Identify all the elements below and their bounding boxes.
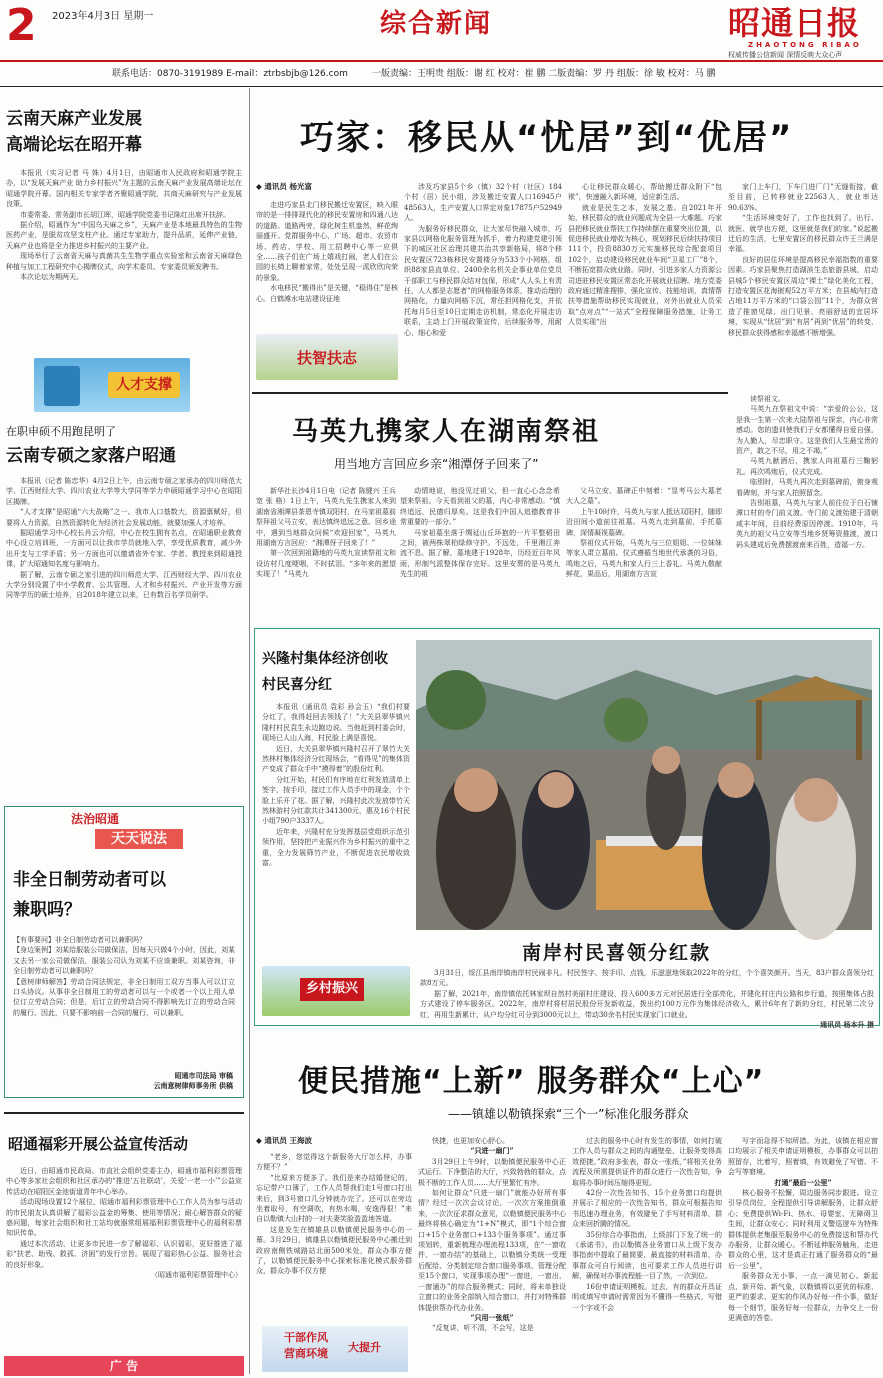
banner-fupin	[256, 334, 398, 380]
article-fucai-p3: 通过本次活动，让更多市民进一步了解福彩、认识福彩，更好推进了福彩“扶老、助残、救孤、济困”的发行宗旨。展现了福彩热心公益、服务社会的良好形象。	[6, 1239, 242, 1269]
law-box-label: 法治昭通	[71, 812, 120, 826]
article-tianma-p3: 据介绍，昭通作为“中国乌天麻之乡”，天麻产业是本地最具特色的生物医药产业，是脱贫攻坚支柱产业。通过专家助力，提升品质，延伸产业链，天麻产业也将是全力推进乡村振兴的主要产业。	[6, 221, 242, 250]
qiaojia-col3	[568, 182, 722, 386]
bianmin-col4	[728, 1136, 878, 1374]
article-fucai-sign: （昭通市福利彩票管理中心）	[151, 1271, 242, 1280]
banner-zuofeng-text	[284, 1330, 328, 1362]
headline-tianma	[6, 106, 142, 158]
ma-col3	[566, 486, 722, 618]
bianmin-col1-p1: “老乡，您觉得这个新服务大厅怎么样，办事方便不？”	[256, 1153, 412, 1172]
law-box-answer: 【意树律师解答】劳动合同法规定，非全日制用工双方当事人可以订立口头协议。从事非全日制用工的劳动者可以与一个或者一个以上用人单位订立劳动合同；但是，后订立的劳动合同不得影响先订立的劳动合同的履行。因此，只要不影响前一合同的履行，可以兼职。	[13, 977, 235, 1017]
article-tianma	[6, 168, 242, 344]
photo-caption-p2: 据了解，2021年，南岸镇依托林家坝自然村美丽村庄建设，投入600多万元对民居进行全部亮化，并建化村庄内公路和步行道，按照集体占股方式建设了停车服务区。2022年，南岸村将村居民股份开发新收益，拨出约100万元作为集体经济收入，累计6年有了新的分红，村民第二次分红，再用生新累计，从户均分红可分到3000元以上，带动30余名村民实现家门口就业。	[420, 989, 874, 1019]
bianmin-col4-h1: 打通“最后一公里”	[774, 1177, 832, 1187]
headline-xinglong	[262, 646, 388, 698]
qiaojia-col2-p1: 涉及巧家县5个乡（镇）32个村（社区）184个村（居）民小组，涉及搬迁安置人口16945户48563人，生产安置人口界定对象17875户52949人。	[404, 183, 562, 223]
photo-byline: 通讯员 杨本升 摄	[820, 1020, 874, 1030]
headline-bianmin: 便民措施“上新” 服务群众“上心”	[298, 1064, 765, 1099]
qiaojia-col1-p2: 水电移民“搬得出”是关键，“稳得住”是核心。白鹤滩水电站建设征地	[256, 284, 398, 303]
article-zhuanshuo	[6, 476, 242, 794]
article-zhuanshuo-p2: “人才支撑”是昭通“六大战略”之一。我市人口基数大，资源禀赋好，但要将人力资源，自然资源转化为经济社会发展动能，就要加强人才培养。	[6, 508, 242, 527]
qiaojia-col1-p1: 走进巧家县北门移民搬迁安置区，映入眼帘的是一排排现代化的移民安置房和四通八达的道路。道路两旁，绿化树生机盎然，鲜花绚丽盛开。党群服务中心、广场、超市、农贸市场、药店、学校、用工招聘中心等一应俱全……孩子们在广场上嬉戏打闹，老人们在公园的长椅上聊着家常，处处呈现一派欣欣向荣的景象。	[256, 201, 398, 282]
subhead-bianmin: ——镇雄以勒镇探索“三个一”标准化服务群众	[448, 1107, 689, 1121]
section-title: 综合新闻	[380, 9, 493, 39]
ma-col3-p1: 父马立安、墓碑正中刻着：“显考马公大墓老大人之墓”。	[566, 487, 722, 506]
qiaojia-col1	[256, 200, 398, 332]
photo-nanan-scene	[416, 640, 872, 930]
subhead-ma: 用当地方言回应乡亲“湘潭伢子回来了”	[334, 457, 539, 471]
ma-col2-p2: 马家祖墓坐落于绸延山丘环抱的一片平整稻田之间，被两株翠柏绿修守护。不远处，千里湘江奔流不息。据了解，墓地建于1928年，历经近百年风雨，形制气派整体保存完好。这里安葬的是马英九先生的祖	[400, 528, 560, 579]
contact-line: 联系电话：0870-3191989 E-mail：ztrbsbjb@126.com	[112, 69, 348, 79]
law-box-body	[13, 935, 235, 1059]
law-box-sign1: 昭通市司法局 审稿	[174, 1071, 233, 1080]
ma-col4	[736, 394, 878, 618]
headline-zhuanshuo: 云南专硕之家落户昭通	[6, 446, 176, 466]
ma-col2	[400, 486, 560, 618]
law-box-tag: 天天说法	[95, 829, 183, 849]
banner-zuofeng-line2: 营商环境	[284, 1347, 328, 1360]
lead-rule	[252, 392, 728, 394]
qiaojia-col4-p2: “生活环境变好了，工作也找到了。出行、就医、就学也方便，这里就是我们的家。”说起搬迁后的生活，七里安置区的移民群众许王兰满是幸福。	[728, 214, 878, 254]
article-fucai-p1: 近日，由昭通市民政局、市直社会组织党委主办，昭通市福利彩票管理中心等多家社会组织和社区承办的“推进‘五社联动’，关爱‘一老一小’”公益宣传活动在昭阳区金池街道青年中心举办。	[6, 1167, 242, 1196]
headline-qiaojia: 巧家：移民从“忧居”到“优居”	[300, 118, 794, 158]
qiaojia-col3-p2: 就业是民生之本，发展之基。自2021年开始，移民群众的就业问题成为全县一大难题。巧家县把移民就业帮扶工作持续摆在重要突出位置，以促进移民就业增收为核心，规划移民后续扶持项目111个，投资8830万元实施移民综合配套项目102个，启动建设移民就业车间“卫星工厂”8个，不断拓宽群众就业路。同时，引进多家人力资源公司进驻移民安置区常态化开展就业招聘。地方党委政府通过精准搜排，强化宣传、技能培训，真情帮扶等措施帮助移民实现就业，对外出就业人员采取“点对点”“一站式”全程保障服务措施，让务工人员实现“出	[568, 203, 722, 327]
article-tianma-p5: 本次论坛为期两天。	[20, 273, 83, 282]
headline-tianma-line2: 高端论坛在昭开幕	[6, 135, 142, 155]
bianmin-col3-p4: 16份申请证明模板。过去，有的群众开具证明或填写申请时需常因为不懂得一些格式，写错一个字或不会	[572, 1282, 722, 1312]
ma-col1	[256, 486, 396, 618]
qiaojia-col4-p3: 良好的居住环境是提高移民幸福指数的重要因素。巧家县聚焦打造湖滨生态旅游县城，启动县城5个移民安置区周边“裸土”绿化美化工程，打造安置区花海嵌观52万平方米；在县城内打造占地11万平方米的“口袋公园”11个，为群众营造了推窗见绿、出门见景、亮丽舒适的宜居环境，实现从“忧居”到“有居”再到“优居”的转变，移民群众获得感和幸福感不断增强。	[728, 255, 878, 337]
bianmin-col4-p3: 服务群众无小事，一点一滴见初心。新起点、新开始、新气象，以勒镇将以更优的标准、更严的要求、更实的作风办好每一件小事，做好每一个细节，服务好每一位群众，力争交上一份更满意的答卷。	[728, 1272, 878, 1322]
banner-xiangcun	[262, 966, 410, 1016]
photo-caption-p1: 3月31日，绥江县南岸镇南岸村民闹非凡。村民签字、按手印、点钱，乐滋滋地领取2022年的分红，个个喜笑颜开。当天，83户群众喜领分红款8万元。	[420, 969, 874, 988]
qiaojia-col2	[404, 182, 562, 386]
page-number: 2	[6, 0, 37, 51]
bianmin-col2-p2: 3月29日上午9时，以勒镇便民服务中心正式运行。下净整洁的大厅，兴致勃勃的群众，点极不断的工作人员……大厅里繁忙有序。	[418, 1157, 566, 1187]
editor-line: 一版责编：王明贵 组版：谢 红 校对：崔 鹏 二版责编：罗 丹 组版：徐 敏 校对：马 鹏	[372, 69, 716, 79]
photo-caption	[420, 968, 874, 1030]
article-tianma-p2: 市委常委、常务副市长胡江晖，昭通学院党委书记陈红出席开扶辞。	[20, 210, 230, 219]
headline-ma: 马英九携家人在湖南祭祖	[292, 417, 601, 447]
article-xinglong-p4: 近年来，兴隆村充分发挥基层党组织示范引领作用，坚持把产业振兴作为乡村振兴的重中之重，全力发展筛竹产业，不断促进农民增收致富。	[262, 827, 410, 868]
bianmin-col2-p4: “反复讲，听不清，不会写，这是	[432, 1324, 534, 1333]
byline-bullet: ◆	[256, 1136, 265, 1145]
bianmin-col3-p2: 42份一次性告知书、15个业务窗口均提供并展示了相应的一次性告知书，群众可根据告知书迅速办理业务，有效避免了手写材料清单，群众来回折腾的情况。	[572, 1189, 722, 1229]
bianmin-col2-p3: 如何让群众“只进一扇门”就能办好所有事情？经过一次次会议讨论，一次次方案推倒重来，一次次征求群众意见，以勒镇便民服务中心最终将核心确定为“1+N”模式，即“1个综合窗口+15个业务窗口+133个服务事项”。通过事项划转，重新梳理办理流程133项，在“一窗收件、一窗办结”的基础上，以勒镇分类统一受理后配给、分类制定综合窗口服务事项、管理分配至15个窗口，实现事项办理“一窗进，一窗出，一窗通办”的综合服务模式；同时，将未单独设立窗口的业务全部纳入综合窗口，并打对特殊群体提供帮办代办业务。	[418, 1189, 566, 1312]
byline-qiaojia	[256, 182, 312, 193]
ma-col1-p2: 第一次回到祖籍地的马英九宣读祭祖文和设访村几度哽咽，不时拭泪。“多年来的愿望实现了！”马英九	[256, 549, 396, 579]
article-xinglong-p1: 本报讯（通讯员 袁彩 孙会玉）“我们村要分红了，我得赶回去领钱了！”大关县翠华镇兴隆村村民袁生永边跑边说。当他赶到村委会时，现场已人山人海，村民脸上满是喜悦。	[262, 703, 410, 743]
law-box-title-line1: 非全日制劳动者可以	[13, 870, 166, 890]
banner-talent	[34, 358, 190, 412]
photo-nanan	[416, 640, 872, 930]
article-tianma-p4: 现场举行了云南省天麻与真菌共生生物学重点实验室和云南省天麻绿色种植与加工工程研究中心揭牌仪式，向学术委员、专家委员颁发聘书。	[6, 252, 242, 271]
newspaper-motto: 权威传播公信新闻 深情反映大众心声	[728, 51, 843, 59]
bianmin-col1	[256, 1152, 412, 1324]
headline-xinglong-line2: 村民喜分红	[262, 677, 332, 693]
bianmin-col3-p3: 35份综合办事指南，上级部门下发了统一的《承诺书》，由以勒镇各业务窗口从上级下发办事指南中提取了最简要，最直接的材料清单，办事群众可自行阅读，也可要求工作人员进行讲解，确保对办事流程能一目了然，一次到位。	[572, 1230, 722, 1281]
byline-bullet: ◆	[256, 182, 265, 191]
law-box-title	[13, 865, 166, 925]
headline-fucai: 昭通福彩开展公益宣传活动	[8, 1135, 189, 1153]
kicker-zhuanshuo: 在职申硕不用跑昆明了	[6, 425, 116, 438]
article-xinglong-p3: 分红开始，村民们有序地在红利发放清单上签字，按手印，接过工作人员手中的现金，个个脸上乐开了花。据了解，兴隆村此次发放带竹天然林游村分红款共计341300元，惠及16个村民小组790户3337人。	[262, 775, 410, 826]
ma-col4-p5: 告别祖墓，马英九与家人前往位于白石铺潭口村的寺门前义渡。寺门前义渡始建于清朝咸丰年间，目前经费原因停渡。1910年，马英九的祖父马立安等当地乡贤筹资推渡，渡口码头建成后免费摆渡南来百姓，造福一方。	[736, 499, 878, 549]
ma-col4-p1: 读祭祖文。	[750, 395, 785, 403]
bianmin-col4-p1: 写字而急得不知所措。为此，该镇在相应窗口均展示了相关申请证明模板，办事群众可以拍照留存，比着写，照着填，有效避免了写错、不会写等窘境。	[728, 1137, 878, 1177]
law-box-case: 【身边案例】刘某给服装公司做保洁，因每天只做4个小时，因此，刘某又去另一家公司做保洁，服装公司认为刘某不应该兼职。刘某咨询，非全日制劳动者可以兼职吗？	[13, 946, 235, 976]
masthead-rule	[0, 60, 883, 62]
law-box-sign2: 云南意树律师事务所 供稿	[153, 1081, 233, 1091]
article-zhuanshuo-p4: 据了解，云南专硕之家引进的四川师范大学、江西财经大学、四川农业大学分别设置了中小学教育、公共管理、人才和乡村振兴、产业开发等方面同等学历的硕士培养，自2018年建立以来，已有数百名学员研学。	[6, 570, 242, 600]
bianmin-col2-h2: “只用一张纸”	[470, 1312, 514, 1322]
ma-col3-p2: 上午10时许，马英九与家人抵达双阳村，随即沿田间小道前往祖墓。马英九走到墓前，手托墓碑，深情凝视墓碑。	[566, 507, 722, 537]
header-rule	[0, 86, 883, 87]
law-box-title-line2: 兼职吗？	[13, 900, 81, 920]
bianmin-col4-p2: 核心服务不松懈，周边服务同步跟进。设立引导员岗位，全程提供引导讲解服务，让群众舒心；免费提供Wi-Fi、热水、母婴室、无障碍卫生间，让群众安心；同时利用义警巡逻车为特殊群体提供老集服至服务中心的免费接送和帮办代办服务，让群众暖心。不断延伸服务触角，走进群众的心里，这才是真正打通了服务群众的“最后一公里”。	[728, 1189, 878, 1270]
bianmin-col3-p1: 过去的服务中心时有发生的事情，如何打破工作人员与群众之间的沟通壁垒，让服务变得高效便捷。”政府多张表，群众一张纸，”将相关业务流程及所需提供证件的群众进行一次性告知，争取将办事时间压缩得更短。	[572, 1137, 722, 1187]
ma-col2-p1: 动情地说，他没见过祖父，但一直心心念念希望来祭祖。今天看到祖父的墓，内心非常感动。“慎终追远，民德归厚矣。这是我们中国人追德教育非常重要的一部分。”	[400, 487, 560, 527]
article-xinglong	[262, 702, 410, 956]
article-xinglong-p2: 近日，大关县翠华镇兴隆村召开了翠竹大关然林村集体经济分红现场会，“看得见”的集体资产变成了群众手中“摸得着”的股份红利。	[262, 744, 410, 774]
newspaper-logo-en: ZHAOTONG RIBAO	[748, 41, 862, 49]
ad-banner: 广 告	[4, 1356, 244, 1376]
banner-fupin-label: 扶智扶志	[296, 349, 357, 367]
bianmin-col2	[418, 1136, 566, 1374]
ma-col1-p1: 新华社长沙4月1日电（记者 陈键兴 王兵宽 张 格）1日上午，马英九先生携家人来到湖南省湘潭县茶恩寺镇双阳村，在马家祖墓前祭拜祖父马立安，表达慎终追远之意。回乡途中，遇到当地群众问候“欢迎回家”，马英九用湖南方言回应：“湘潭伢子回来了！”	[256, 487, 396, 548]
bianmin-col2-p1: 快捷，也更加安心舒心。	[432, 1137, 509, 1145]
banner-talent-label: 人才支撑	[108, 372, 180, 398]
ma-col4-p4: 临别时，马英九再次走到墓碑前，俯身观看碑刻，并与家人拍照留念。	[736, 478, 878, 497]
qiaojia-col3-p1: 心让移民群众暖心，帮助搬迁群众附下“包袱”，快速融入新环境，适应新生活。	[568, 183, 722, 202]
qiaojia-col2-p2: 为服务好移民群众，让大家尽快融入城市，巧家县以网格化服务管理为抓手，着力构建党建引领下的城区社区治理共建共治共享新格局，将8个移民安置区723栋移民安置楼分为533个小网格，组织88家县直单位、2400余名机关企事业单位党员干部职工与移民群众结对包保，形成“人人头上有责任，人人都是志愿者”的网格服务体系，推动治理的网格化，力量向网格下沉，常任担网格化支，并依托每月5日至10日定期走访机制，常态化开展走访联系，主动上门开展政策宣传，后续服务等，用耐心、细心和爱	[404, 224, 562, 337]
law-box	[4, 806, 244, 1098]
qiaojia-col4-p1: 家门上车门，下车门进厂门”无缝衔接，截至目前，已转移就业22563人，就业率达90.63%。	[728, 183, 878, 212]
article-zhuanshuo-p3: 掘昭通学习中心校长肖云介绍，中心在校生拥有名点，在昭通职业教育中心设立培训班，一方面可以让我市学员就地入学，享受优质教育，减少外出开支与工学矛盾；另一方面也可以邀请省外专家、学者、教授来到昭通授课，扩大昭通知名度与影响力。	[6, 529, 242, 569]
banner-zuofeng-line3: 大提升	[348, 1341, 381, 1354]
building-icon	[44, 366, 80, 406]
law-box-sign	[154, 1071, 233, 1091]
banner-zuofeng	[262, 1326, 408, 1372]
photo-title: 南岸村民喜领分红款	[522, 942, 712, 964]
ma-col4-p3: 马英九献酒后，携家人向祖墓行三鞠躬礼。再次鸣炮后，仪式完成。	[736, 457, 878, 476]
banner-zuofeng-line1: 干部作风	[284, 1331, 328, 1344]
bianmin-col1-p2: “比原来方便多了。我们是来办结婚登记的，忘记带户口簿了，工作人员帮我们走1号窗口打出来后，到3号窗口几分钟就办完了。还可以在旁边坐着取号，有空调吹，有热水喝，安逸得很！”来自以勒镇大山村的一对夫妻笑脸盈盈地答道。	[256, 1173, 412, 1224]
byline-qiaojia-text: 通讯员 杨光富	[264, 182, 313, 191]
bianmin-col1-p3: 这是发生在镇雄县以勒镇便民服务中心的一幕。3月29日，镇雄县以勒镇便民服务中心搬迁到政府南侧铁城路站北面500米处，群众办事方便了，以勒镇便民服务中心探索标准化模式服务群众，群众办事不仅方便	[256, 1225, 412, 1276]
ma-col4-p2: 马英九在祭祖文中说：“亲爱的公公，这是我一生第一次来大陆祭祖与探亲，内心非常感动。您的遗训使我们子女都懂得自爱自强，为人勤人，尽忠职守。这是我们人生最宝贵的资产，敢之不尽，用之不竭。”	[736, 405, 878, 456]
byline-bianmin-text: 通讯员 王海波	[264, 1136, 313, 1145]
law-box-question: 【有事要问】非全日制劳动者可以兼职吗？	[13, 936, 146, 944]
bianmin-col2-h1: “只进一扇门”	[470, 1146, 514, 1156]
article-tianma-p1: 本报讯（实习记者 马 姝）4月1日，由昭通市人民政府和昭通学院主办，以“发展天麻产业 助力乡村振兴”为主题的云南天麻产业发展高端论坛在昭通学院开幕。国内相关专家学者齐聚昭通学院，共商天麻研究与产业发展良策。	[6, 169, 242, 209]
newspaper-logo: 昭通日报	[728, 4, 861, 42]
article-fucai	[6, 1166, 242, 1338]
headline-tianma-line1: 云南天麻产业发展	[6, 109, 142, 129]
headline-xinglong-line1: 兴隆村集体经济创收	[262, 651, 388, 667]
qiaojia-col4	[728, 182, 878, 386]
article-zhuanshuo-p1: 本报讯（记者 陈忠华）4月2日上午，由云南专硕之家承办的四川师范大学、江西财经大学、四川农业大学等大学同等学力申硕昭通学习中心在昭阳区揭牌。	[6, 477, 242, 506]
bianmin-col3	[572, 1136, 722, 1374]
banner-xiangcun-label: 乡村振兴	[300, 978, 364, 1001]
byline-bianmin	[256, 1136, 312, 1147]
article-fucai-p2: 活动现场设置12个展位，昭通市福利彩票管理中心工作人员为参与活动的市民朋友认真讲解了福彩公益金的筹集、使用等情况；耐心解答群众的疑惑问题，每家社会组织和社工站均就器常组展福利彩票管理中心的福利彩票知识传单。	[6, 1198, 242, 1238]
issue-date: 2023年4月3日 星期一	[52, 11, 154, 22]
section-rule	[4, 1112, 244, 1114]
ma-col3-p3: 祭祖仪式开始，马英九与三位姐姐、一位妹妹等家人肃立墓前。仪式遵循当地世代承袭的习俗，鸣炮之后，马英九和家人行三上香礼。马英九敬献鲜花，果品后，用湖南方言宣	[566, 539, 722, 579]
column-divider	[249, 88, 250, 1374]
